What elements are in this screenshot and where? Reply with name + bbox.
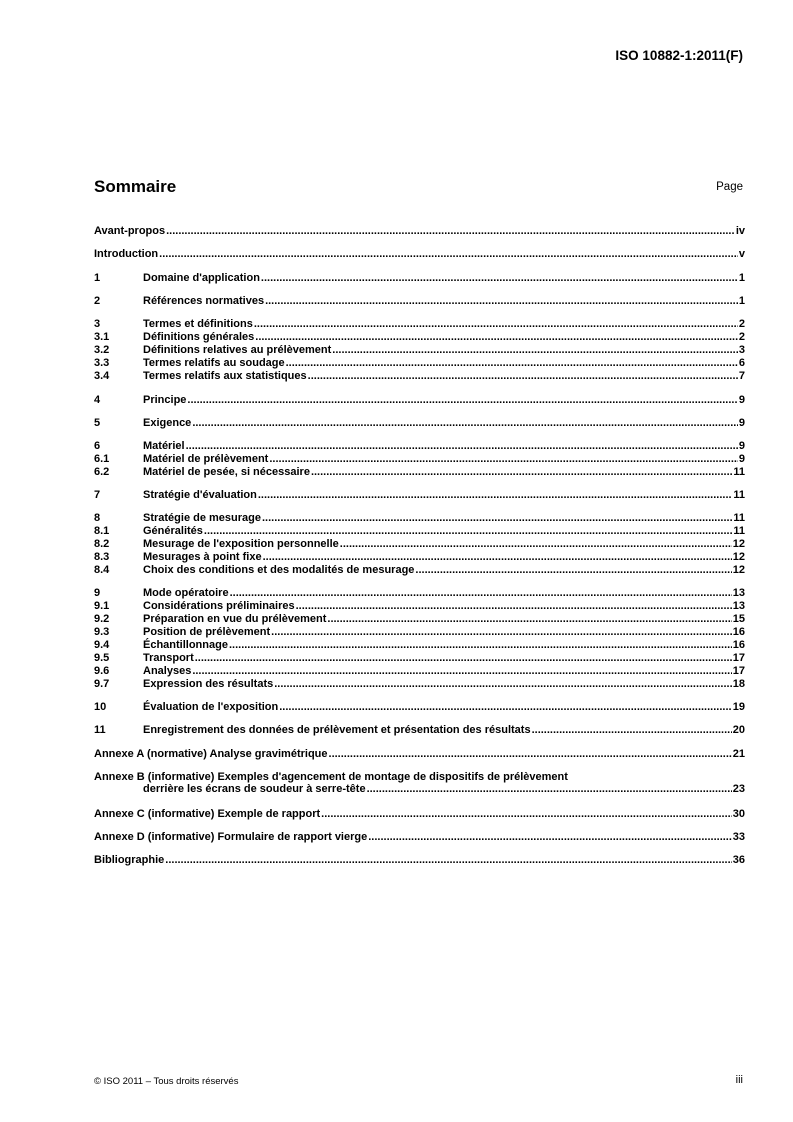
toc-entry-text: Principe — [143, 394, 187, 406]
toc-entry-text: Considérations préliminaires — [143, 600, 295, 612]
toc-entry[interactable] — [94, 453, 745, 466]
toc-entry-text: Termes et définitions — [143, 318, 253, 330]
toc-entry-page: 15 — [732, 613, 745, 625]
toc-entry-text: Annexe B (informative) Exemples d'agencement de montage de dispositifs de prélèvement — [94, 771, 568, 783]
toc-entry[interactable] — [94, 272, 745, 285]
dot-leader — [230, 587, 732, 600]
toc-entry-number: 8.4 — [94, 564, 110, 576]
toc-entry[interactable] — [94, 440, 745, 453]
toc-entry-number: 5 — [94, 417, 101, 429]
toc-entry-page: 19 — [732, 701, 745, 713]
toc-entry-number: 3.2 — [94, 344, 110, 356]
toc-entry[interactable] — [94, 854, 745, 867]
dot-leader — [286, 357, 738, 370]
toc-entry-page: 18 — [732, 678, 745, 690]
toc-entry[interactable] — [94, 613, 745, 626]
toc-entry-text: Annexe D (informative) Formulaire de rapport vierge — [94, 831, 368, 843]
toc-entry-number: 3.3 — [94, 357, 110, 369]
toc-entry[interactable] — [94, 394, 745, 407]
dot-leader — [532, 724, 732, 737]
toc-entry-number: 9.6 — [94, 665, 110, 677]
toc-entry-page: 30 — [732, 808, 745, 820]
toc-entry-page: 9 — [738, 394, 745, 406]
toc-entry[interactable] — [94, 665, 745, 678]
toc-entry-page: 36 — [732, 854, 745, 866]
dot-leader — [204, 525, 732, 538]
dot-leader — [367, 783, 732, 796]
toc-entry[interactable] — [94, 525, 745, 538]
toc-entry-number: 3.1 — [94, 331, 110, 343]
dot-leader — [254, 318, 738, 331]
dot-leader — [329, 748, 732, 761]
toc-entry-page: 7 — [738, 370, 745, 382]
toc-entry-number: 9.5 — [94, 652, 110, 664]
toc-entry-number: 6 — [94, 440, 101, 452]
dot-leader — [187, 394, 737, 407]
toc-entry[interactable] — [94, 639, 745, 652]
toc-entry-text: Annexe A (normative) Analyse gravimétrique — [94, 748, 328, 760]
dot-leader — [258, 489, 732, 502]
toc-entry-number: 1 — [94, 272, 101, 284]
toc-entry-text: Matériel de pesée, si nécessaire — [143, 466, 310, 478]
toc-entry-text: Annexe C (informative) Exemple de rapport — [94, 808, 321, 820]
dot-leader — [229, 639, 732, 652]
toc-entry[interactable] — [94, 417, 745, 430]
toc-entry[interactable] — [94, 538, 745, 551]
toc-entry-text-continued: derrière les écrans de soudeur à serre-tête — [143, 783, 366, 795]
toc-entry[interactable] — [94, 564, 745, 577]
toc-entry[interactable] — [94, 344, 745, 357]
toc-entry-number: 10 — [94, 701, 107, 713]
toc-entry-page: 17 — [732, 652, 745, 664]
dot-leader — [159, 248, 738, 261]
toc-entry[interactable] — [94, 331, 745, 344]
toc-entry-number: 8 — [94, 512, 101, 524]
toc-entry[interactable] — [94, 357, 745, 370]
dot-leader — [271, 626, 732, 639]
toc-entry[interactable] — [94, 489, 745, 502]
dot-leader — [332, 344, 738, 357]
page-number: iii — [735, 1074, 743, 1086]
toc-entry-page: 21 — [732, 748, 745, 760]
toc-entry-text: Choix des conditions et des modalités de mesurage — [143, 564, 415, 576]
dot-leader — [186, 440, 738, 453]
toc-entry[interactable] — [94, 748, 745, 761]
toc-entry-text: Transport — [143, 652, 194, 664]
toc-entry[interactable] — [94, 600, 745, 613]
toc-entry-text: Analyses — [143, 665, 192, 677]
toc-entry-page: 12 — [732, 564, 745, 576]
toc-entry[interactable] — [94, 370, 745, 383]
toc-entry-number: 8.2 — [94, 538, 110, 550]
toc-entry[interactable] — [94, 587, 745, 600]
toc-entry-page: 12 — [732, 551, 745, 563]
toc-entry-text: Stratégie de mesurage — [143, 512, 261, 524]
toc-entry-page: 1 — [738, 272, 745, 284]
toc-entry-number: 4 — [94, 394, 101, 406]
toc-entry-number: 6.2 — [94, 466, 110, 478]
toc-entry-text: Références normatives — [143, 295, 265, 307]
toc-entry-text: Généralités — [143, 525, 203, 537]
toc-entry-text: Mode opératoire — [143, 587, 229, 599]
dot-leader — [261, 272, 738, 285]
dot-leader — [165, 854, 731, 867]
toc-entry[interactable] — [94, 831, 745, 844]
toc-entry-page: 16 — [732, 639, 745, 651]
toc-entry-page: 9 — [738, 417, 745, 429]
dot-leader — [327, 613, 731, 626]
dot-leader — [340, 538, 732, 551]
toc-entry-text: Avant-propos — [94, 225, 166, 237]
toc-entry-text: Évaluation de l'exposition — [143, 701, 279, 713]
toc-entry-number: 9 — [94, 587, 101, 599]
dot-leader — [415, 564, 731, 577]
dot-leader — [192, 417, 738, 430]
copyright-notice: © ISO 2011 – Tous droits réservés — [94, 1076, 239, 1087]
dot-leader — [195, 652, 732, 665]
toc-entry[interactable] — [94, 512, 745, 525]
toc-entry-text: Préparation en vue du prélèvement — [143, 613, 327, 625]
toc-entry-number: 3 — [94, 318, 101, 330]
toc-entry-text: Position de prélèvement — [143, 626, 271, 638]
toc-entry[interactable] — [94, 466, 745, 479]
dot-leader — [296, 600, 732, 613]
toc-entry[interactable] — [94, 724, 745, 737]
page-column-label: Page — [716, 181, 743, 193]
toc-entry[interactable] — [94, 318, 745, 331]
dot-leader — [269, 453, 738, 466]
toc-entry-number: 7 — [94, 489, 101, 501]
toc-entry-text: Bibliographie — [94, 854, 165, 866]
dot-leader — [192, 665, 731, 678]
page-title: Sommaire — [94, 177, 177, 196]
toc-entry-number: 6.1 — [94, 453, 110, 465]
toc-entry-text: Matériel — [143, 440, 185, 452]
toc-entry-page: 13 — [732, 587, 745, 599]
toc-entry-page: 11 — [733, 512, 745, 524]
dot-leader — [308, 370, 738, 383]
dot-leader — [368, 831, 732, 844]
toc-entry-page: 23 — [732, 783, 745, 795]
toc-entry-page: iv — [735, 225, 745, 237]
toc-entry-number: 8.1 — [94, 525, 110, 537]
toc-entry-text: Introduction — [94, 248, 159, 260]
toc-entry[interactable] — [94, 626, 745, 639]
toc-entry-number: 9.4 — [94, 639, 110, 651]
toc-entry[interactable] — [94, 248, 745, 261]
toc-entry-page: 6 — [738, 357, 745, 369]
toc-entry-page: 17 — [732, 665, 745, 677]
toc-entry-text: Termes relatifs aux statistiques — [143, 370, 307, 382]
toc-entry-text: Exigence — [143, 417, 192, 429]
dot-leader — [274, 678, 732, 691]
toc-entry-text: Expression des résultats — [143, 678, 274, 690]
toc-entry-text: Définitions relatives au prélèvement — [143, 344, 332, 356]
toc-entry-text: Matériel de prélèvement — [143, 453, 269, 465]
toc-entry[interactable] — [94, 551, 745, 564]
toc-entry-page: 9 — [738, 453, 745, 465]
document-id: ISO 10882-1:2011(F) — [615, 48, 743, 63]
toc-entry-text: Termes relatifs au soudage — [143, 357, 285, 369]
toc-entry-number: 9.3 — [94, 626, 110, 638]
toc-entry[interactable] — [94, 652, 745, 665]
toc-entry-page: 2 — [738, 318, 745, 330]
toc-entry[interactable] — [94, 295, 745, 308]
toc-entry[interactable] — [94, 678, 745, 691]
toc-entry-page: 11 — [733, 525, 745, 537]
dot-leader — [166, 225, 735, 238]
toc-entry[interactable] — [94, 701, 745, 714]
toc-entry-page: 12 — [732, 538, 745, 550]
toc-entry-number: 9.1 — [94, 600, 110, 612]
dot-leader — [255, 331, 738, 344]
toc-entry[interactable] — [94, 225, 745, 238]
toc-entry-text: Échantillonnage — [143, 639, 228, 651]
toc-entry-page: 1 — [738, 295, 745, 307]
dot-leader — [321, 808, 732, 821]
dot-leader — [311, 466, 732, 479]
toc-entry[interactable] — [94, 808, 745, 821]
dot-leader — [279, 701, 732, 714]
toc-entry-page: 3 — [738, 344, 745, 356]
toc-entry-number: 9.7 — [94, 678, 110, 690]
toc-entry-page: v — [738, 248, 745, 260]
toc-entry-page: 33 — [732, 831, 745, 843]
toc-entry[interactable] — [94, 771, 745, 795]
toc-entry-page: 11 — [733, 466, 745, 478]
toc-entry-text: Domaine d'application — [143, 272, 260, 284]
toc-entry-text: Enregistrement des données de prélèvement et présentation des résultats — [143, 724, 531, 736]
toc-entry-number: 9.2 — [94, 613, 110, 625]
toc-entry-number: 8.3 — [94, 551, 110, 563]
toc-entry-text: Mesurage de l'exposition personnelle — [143, 538, 339, 550]
toc-entry-text: Stratégie d'évaluation — [143, 489, 257, 501]
toc-entry-text: Mesurages à point fixe — [143, 551, 262, 563]
toc-entry-number: 11 — [94, 724, 106, 736]
toc-entry-number: 2 — [94, 295, 101, 307]
toc-entry-page: 16 — [732, 626, 745, 638]
dot-leader — [263, 551, 732, 564]
toc-entry-page: 9 — [738, 440, 745, 452]
dot-leader — [262, 512, 732, 525]
dot-leader — [265, 295, 738, 308]
toc-entry-page: 11 — [733, 489, 745, 501]
toc-entry-page: 13 — [732, 600, 745, 612]
toc-entry-text: Définitions générales — [143, 331, 255, 343]
toc-entry-page: 20 — [732, 724, 745, 736]
toc-entry-page: 2 — [738, 331, 745, 343]
toc-entry-number: 3.4 — [94, 370, 110, 382]
